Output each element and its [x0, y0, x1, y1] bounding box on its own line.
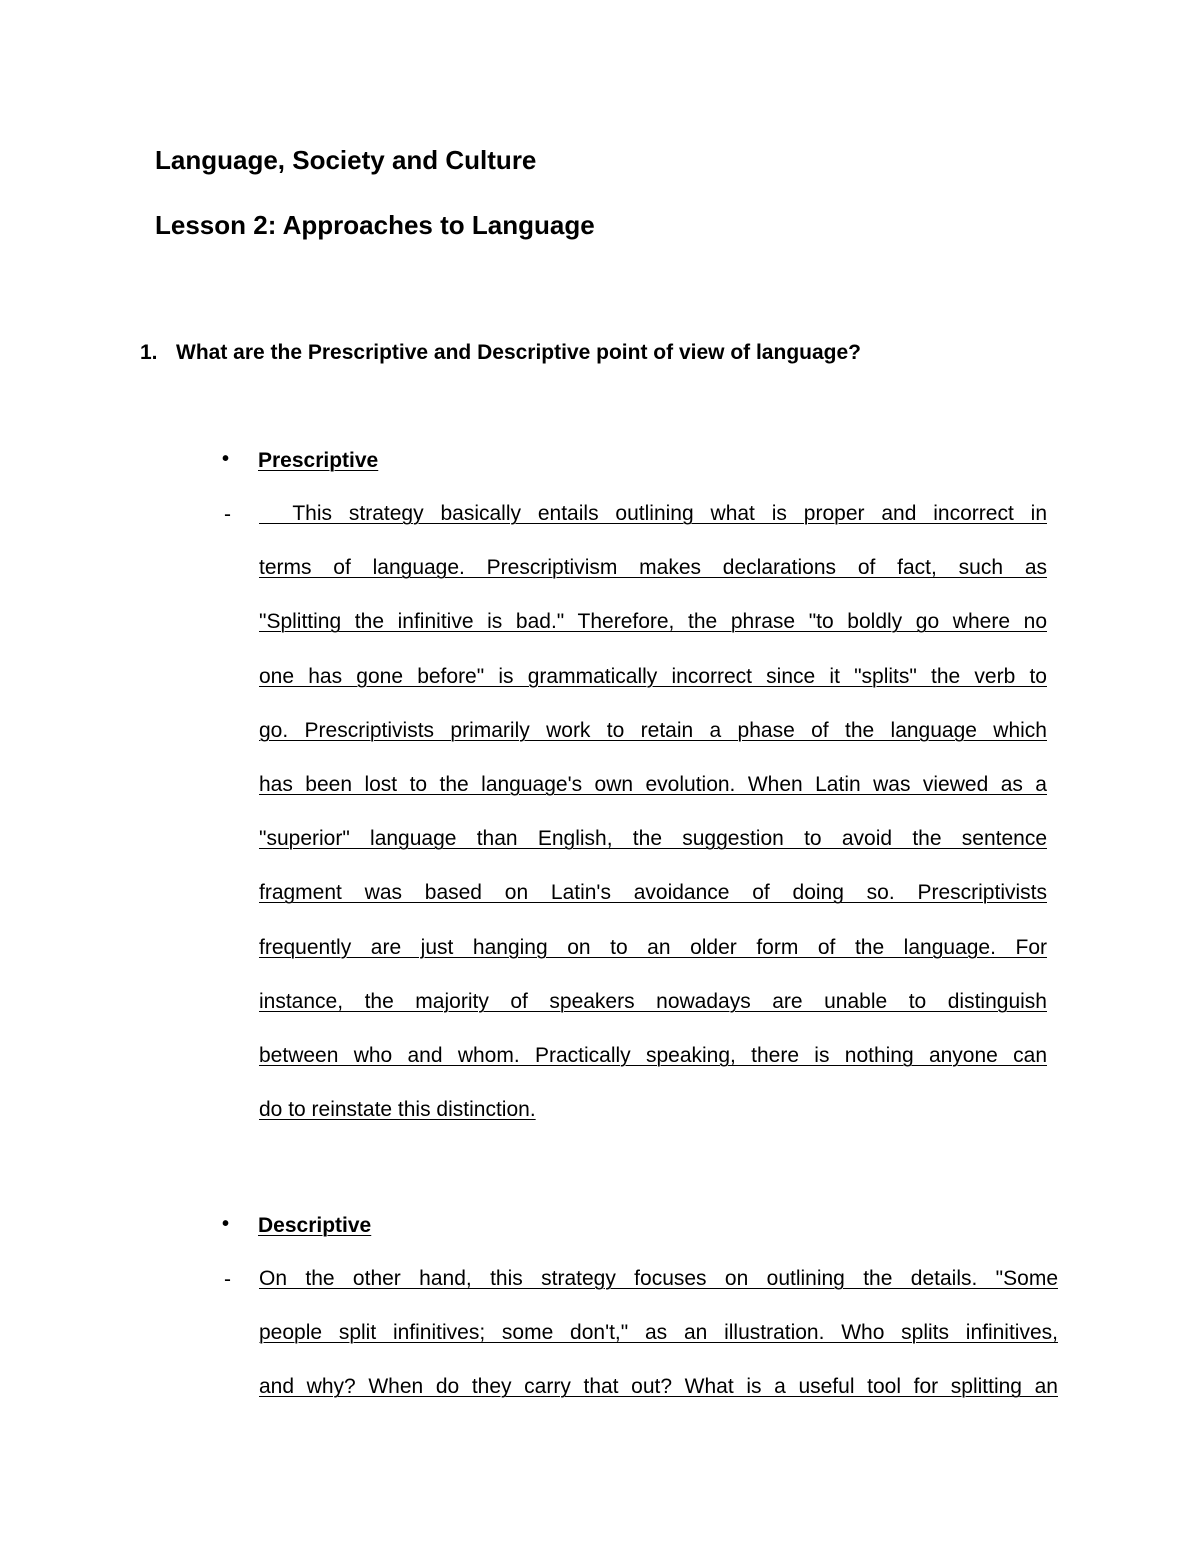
bullet-icon: •	[222, 1213, 230, 1235]
bullet-icon: •	[222, 448, 230, 470]
section-heading-descriptive	[222, 1211, 371, 1241]
paragraph-line: people split infinitives; some don't," as an illustration. Who splits infinitives,	[259, 1321, 1058, 1345]
lesson-title: Lesson 2: Approaches to Language	[155, 210, 595, 240]
paragraph-line: instance, the majority of speakers nowadays are unable to distinguish	[259, 989, 1047, 1013]
paragraph-line: This strategy basically entails outlining what is proper and incorrect in	[259, 502, 1047, 525]
paragraph-line: between who and whom. Practically speaking, there is nothing anyone can	[259, 1044, 1047, 1068]
paragraph-line: and why? When do they carry that out? What is a useful tool for splitting an	[259, 1375, 1058, 1399]
question-text: What are the Prescriptive and Descriptive point of view of language?	[176, 341, 861, 364]
dash-marker: -	[224, 1268, 231, 1291]
dash-marker: -	[224, 503, 231, 526]
document-title: Language, Society and Culture	[155, 145, 537, 175]
paragraph-line: "superior" language than English, the suggestion to avoid the sentence	[259, 827, 1047, 851]
paragraph-line: fragment was based on Latin's avoidance of doing so. Prescriptivists	[259, 881, 1047, 905]
paragraph-line: On the other hand, this strategy focuses on outlining the details. "Some	[259, 1267, 1058, 1290]
section-heading-label: Descriptive	[258, 1214, 372, 1237]
paragraph-line: "Splitting the infinitive is bad." Therefore, the phrase "to boldly go where no	[259, 610, 1047, 634]
section-paragraph-prescriptive	[259, 487, 1047, 1137]
section-paragraph-descriptive	[259, 1252, 1058, 1415]
paragraph-line: do to reinstate this distinction.	[259, 1098, 536, 1122]
question-number: 1.	[140, 341, 158, 364]
paragraph-line: has been lost to the language's own evolution. When Latin was viewed as a	[259, 773, 1047, 797]
paragraph-line: frequently are just hanging on to an older form of the language. For	[259, 935, 1047, 959]
question-item	[140, 338, 1100, 368]
paragraph-line: one has gone before" is grammatically incorrect since it "splits" the verb to	[259, 664, 1047, 688]
paragraph-line: terms of language. Prescriptivism makes declarations of fact, such as	[259, 556, 1047, 580]
section-heading-prescriptive	[222, 446, 378, 476]
paragraph-line: go. Prescriptivists primarily work to retain a phase of the language which	[259, 718, 1047, 742]
section-heading-label: Prescriptive	[258, 449, 379, 472]
